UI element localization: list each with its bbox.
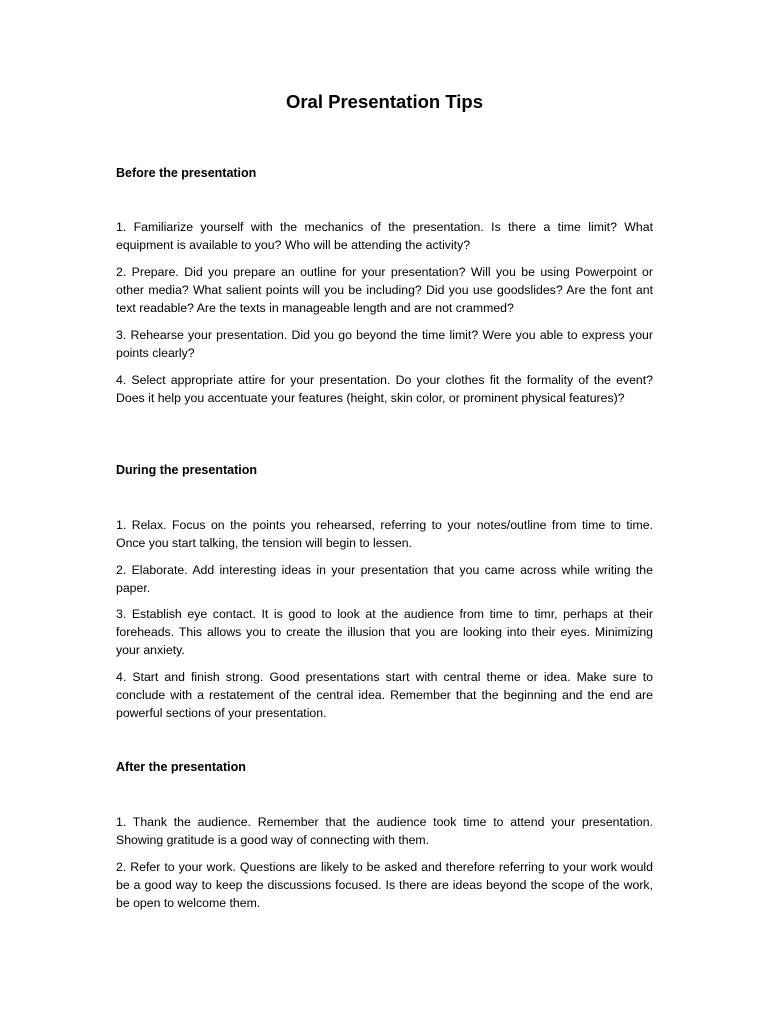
paragraph-during-3: 3. Establish eye contact. It is good to look at the audience from time to timr, perhaps at their foreheads. This allows you to create the illusion that you are looking into their eyes. Minimizing your anxiety. — [116, 607, 653, 658]
page-title: Oral Presentation Tips — [285, 91, 484, 112]
paragraph-during-1: 1. Relax. Focus on the points you rehearsed, referring to your notes/outline from time to time. Once you start talking, the tension will begin to lessen. — [116, 518, 653, 551]
section-heading-before: Before the presentation — [116, 166, 257, 180]
paragraph-before-1: 1. Familiarize yourself with the mechanics of the presentation. Is there a time limit? What equipment is available to you? Who will be attending the activity? — [116, 220, 653, 253]
paragraph-before-3: 3. Rehearse your presentation. Did you go beyond the time limit? Were you able to express your points clearly? — [116, 328, 653, 361]
section-heading-after: After the presentation — [116, 760, 246, 774]
section-heading-during: During the presentation — [116, 463, 257, 477]
paragraph-before-2: 2. Prepare. Did you prepare an outline for your presentation? Will you be using Powerpoint or other media? What salient points will you be including? Did you use goodslides? Are the font ant text readable? Are the texts in manageable length and are not crammed? — [116, 265, 653, 316]
paragraph-after-1: 1. Thank the audience. Remember that the audience took time to attend your presentation. Showing gratitude is a good way of connecting with them. — [116, 815, 653, 848]
paragraph-before-4: 4. Select appropriate attire for your presentation. Do your clothes fit the formality of the event? Does it help you accentuate your features (height, skin color, or prominent physical features)? — [116, 373, 653, 406]
paragraph-during-4: 4. Start and finish strong. Good presentations start with central theme or idea. Make sure to conclude with a restatement of the central idea. Remember that the beginning and the end are powerful sections of your presentation. — [116, 670, 653, 721]
paragraph-after-2: 2. Refer to your work. Questions are likely to be asked and therefore referring to your work would be a good way to keep the discussions focused. Is there are ideas beyond the scope of the work, be open to welcome them. — [116, 860, 653, 911]
paragraph-during-2: 2. Elaborate. Add interesting ideas in your presentation that you came across while writing the paper. — [116, 563, 653, 596]
